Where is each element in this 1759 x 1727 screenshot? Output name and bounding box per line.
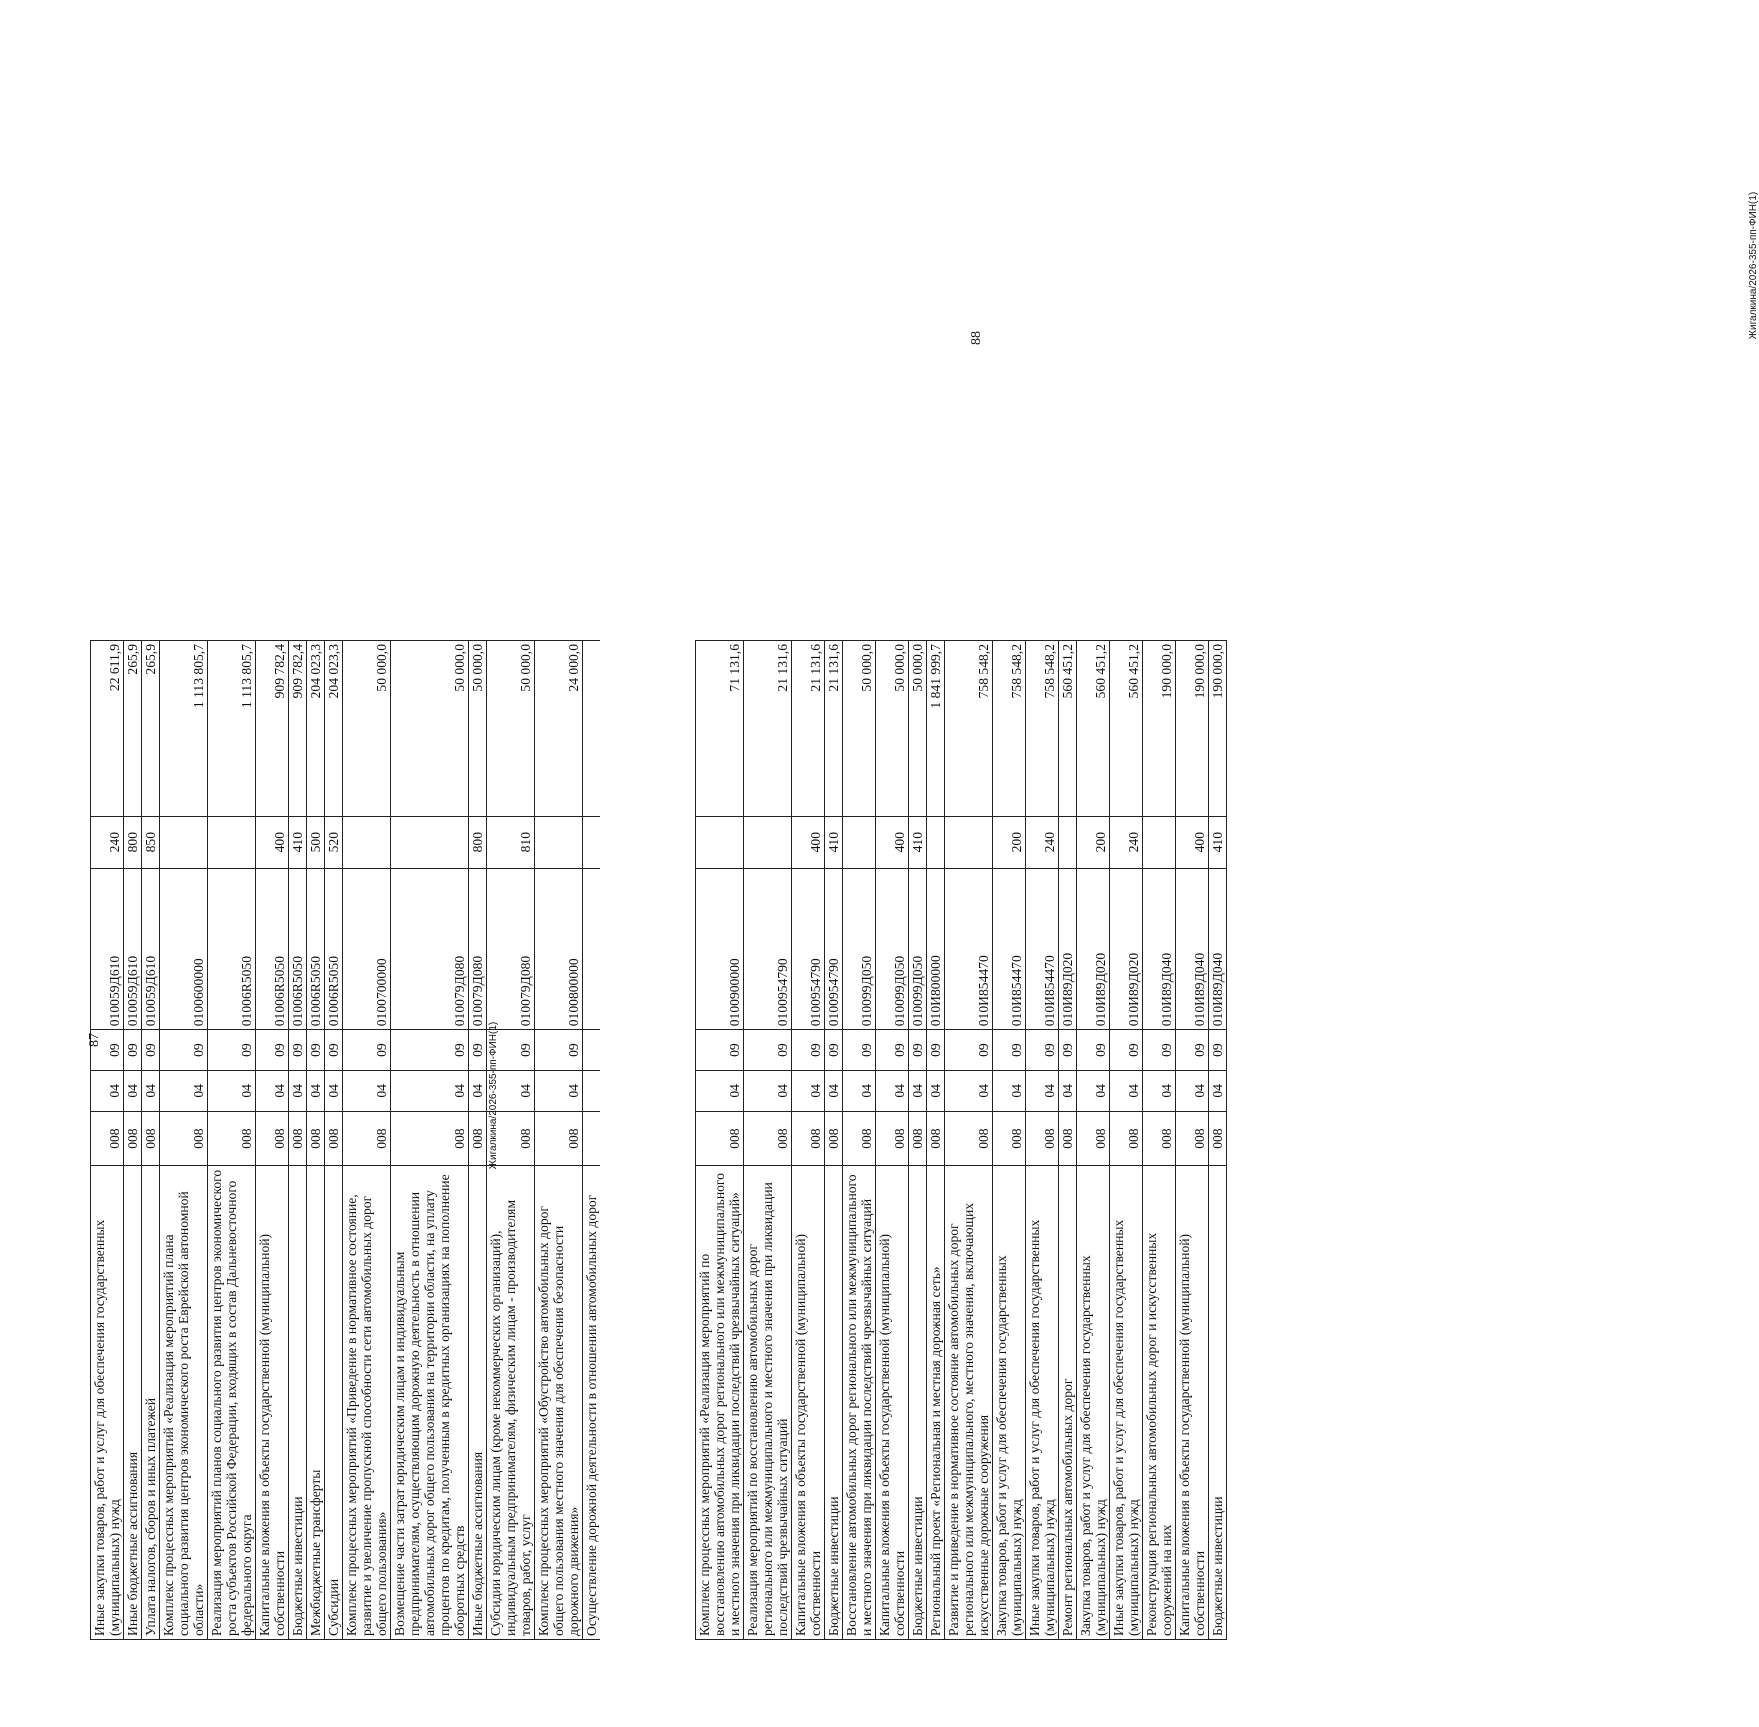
cell-name: Закупка товаров, работ и услуг для обеспечения государственных (муниципальных) нужд: [993, 1166, 1026, 1640]
table-row: [843, 641, 876, 1640]
cell-csr: 010099Д050: [909, 868, 927, 1030]
cell-vr: 240: [1026, 816, 1059, 868]
cell-pr: 09: [876, 1030, 909, 1071]
cell-pr: 09: [487, 1030, 535, 1071]
table-row: [1176, 641, 1209, 1640]
table-row: [256, 641, 289, 1640]
cell-csr: 0100900000: [696, 868, 744, 1030]
table-row: [391, 641, 469, 1640]
cell-sum: 265,9: [142, 641, 160, 817]
cell-gr: 008: [256, 1111, 289, 1166]
cell-pr: 09: [325, 1030, 343, 1071]
cell-csr: 01006R5050: [289, 868, 307, 1030]
cell-name: Капитальные вложения в объекты государственной (муниципальной) собственности: [876, 1166, 909, 1640]
table-row: [696, 641, 744, 1640]
cell-pr: 09: [1026, 1030, 1059, 1071]
cell-sum: 24 000,0: [535, 641, 583, 817]
cell-gr: 008: [945, 1111, 993, 1166]
cell-rz: 04: [909, 1070, 927, 1111]
cell-sum: 50 000,0: [909, 641, 927, 817]
cell-pr: 09: [535, 1030, 583, 1071]
cell-rz: 04: [945, 1070, 993, 1111]
cell-name: Иные закупки товаров, работ и услуг для обеспечения государственных (муниципальных) нужд: [1110, 1166, 1143, 1640]
cell-csr: 0100800000: [535, 868, 583, 1030]
cell-csr: 010И89Д040: [1176, 868, 1209, 1030]
cell-vr: [1143, 816, 1176, 868]
cell-pr: 09: [909, 1030, 927, 1071]
cell-vr: [744, 816, 792, 868]
cell-gr: 008: [142, 1111, 160, 1166]
cell-name: Капитальные вложения в объекты государственной (муниципальной) собственности: [792, 1166, 825, 1640]
cell-gr: 008: [1077, 1111, 1110, 1166]
cell-pr: 09: [792, 1030, 825, 1071]
cell-pr: 09: [825, 1030, 843, 1071]
cell-name: Иные закупки товаров, работ и услуг для обеспечения государственных (муниципальных) нужд: [1026, 1166, 1059, 1640]
cell-rz: 04: [825, 1070, 843, 1111]
cell-sum: 758 548,2: [945, 641, 993, 817]
cell-gr: 008: [1059, 1111, 1077, 1166]
cell-csr: 010079Д080: [469, 868, 487, 1030]
cell-name: Комплекс процессных мероприятий «Реализация мероприятий по восстановлению автомобильных дорог регионального или межмуниципального и местного значения при ликвидации последствий чрезвычайных ситуаций»: [696, 1166, 744, 1640]
cell-sum: 50 000,0: [843, 641, 876, 817]
table-row: [535, 641, 583, 1640]
cell-rz: 04: [876, 1070, 909, 1111]
cell-pr: 09: [945, 1030, 993, 1071]
table-row: [1209, 641, 1227, 1640]
cell-pr: 09: [91, 1030, 124, 1071]
cell-gr: 008: [91, 1111, 124, 1166]
cell-gr: 008: [1209, 1111, 1227, 1166]
table-row: [124, 641, 142, 1640]
cell-gr: 008: [993, 1111, 1026, 1166]
cell-rz: 04: [142, 1070, 160, 1111]
cell-pr: 09: [1077, 1030, 1110, 1071]
cell-sum: 21 131,6: [825, 641, 843, 817]
budget-table: [695, 640, 1227, 1640]
cell-name: Реализация мероприятий планов социального развития центров экономического роста субъектов Российской Федерации, входящих в состав Дальневосточного федерального округа: [208, 1166, 256, 1640]
table-row: [160, 641, 208, 1640]
cell-csr: 010099Д050: [843, 868, 876, 1030]
cell-rz: 04: [391, 1070, 469, 1111]
cell-name: Комплекс процессных мероприятий «Приведение в нормативное состояние, развитие и увеличение пропускной способности сети автомобильных дорог общего пользования»: [343, 1166, 391, 1640]
page-88: [600, 0, 1759, 1727]
cell-pr: 09: [391, 1030, 469, 1071]
cell-rz: 04: [208, 1070, 256, 1111]
cell-sum: 560 451,2: [1077, 641, 1110, 817]
cell-gr: 008: [469, 1111, 487, 1166]
cell-vr: [927, 816, 945, 868]
cell-gr: 008: [487, 1111, 535, 1166]
cell-csr: 010059Д610: [91, 868, 124, 1030]
cell-vr: 400: [256, 816, 289, 868]
cell-rz: 04: [91, 1070, 124, 1111]
cell-sum: 21 131,6: [792, 641, 825, 817]
cell-gr: 008: [289, 1111, 307, 1166]
cell-vr: 410: [825, 816, 843, 868]
table-body: [696, 641, 1227, 1640]
cell-rz: 04: [289, 1070, 307, 1111]
cell-vr: 200: [993, 816, 1026, 868]
cell-csr: 0100700000: [343, 868, 391, 1030]
cell-name: Иные бюджетные ассигнования: [124, 1166, 142, 1640]
cell-sum: 190 000,0: [1209, 641, 1227, 817]
cell-name: Капитальные вложения в объекты государственной (муниципальной) собственности: [1176, 1166, 1209, 1640]
cell-vr: 850: [142, 816, 160, 868]
cell-sum: 1 113 805,7: [208, 641, 256, 817]
cell-rz: 04: [744, 1070, 792, 1111]
table-row: [792, 641, 825, 1640]
cell-csr: 010059Д610: [142, 868, 160, 1030]
cell-gr: 008: [909, 1111, 927, 1166]
cell-csr: 010079Д080: [487, 868, 535, 1030]
cell-gr: 008: [124, 1111, 142, 1166]
cell-csr: 010И89Д040: [1143, 868, 1176, 1030]
table-row: [208, 641, 256, 1640]
cell-name: Комплекс процессных мероприятий «Обустройство автомобильных дорог общего пользования местного значения для обеспечения безопасности дорожного движения»: [535, 1166, 583, 1640]
cell-gr: 008: [391, 1111, 469, 1166]
cell-pr: 09: [343, 1030, 391, 1071]
cell-gr: 008: [843, 1111, 876, 1166]
cell-name: Осуществление дорожной деятельности в отношении автомобильных дорог: [583, 1166, 631, 1640]
cell-gr: 008: [307, 1111, 325, 1166]
cell-gr: 008: [343, 1111, 391, 1166]
table-row: [1143, 641, 1176, 1640]
cell-csr: 0100954790: [792, 868, 825, 1030]
cell-sum: 50 000,0: [343, 641, 391, 817]
cell-sum: 1 113 805,7: [160, 641, 208, 817]
cell-gr: 008: [825, 1111, 843, 1166]
budget-table: [90, 640, 667, 1640]
table-row: [945, 641, 993, 1640]
cell-name: Комплекс процессных мероприятий «Реализация мероприятий плана социального развития центров экономического роста Еврейской автономной области»: [160, 1166, 208, 1640]
cell-pr: 09: [160, 1030, 208, 1071]
cell-rz: 04: [792, 1070, 825, 1111]
cell-name: Региональный проект «Региональная и местная дорожная сеть»: [927, 1166, 945, 1640]
cell-name: Бюджетные инвестиции: [825, 1166, 843, 1640]
cell-pr: 09: [1143, 1030, 1176, 1071]
cell-vr: 520: [325, 816, 343, 868]
cell-vr: [343, 816, 391, 868]
cell-csr: 01006R5050: [208, 868, 256, 1030]
cell-vr: 500: [307, 816, 325, 868]
cell-csr: 010И89Д020: [1110, 868, 1143, 1030]
table-row: [142, 641, 160, 1640]
cell-name: Уплата налогов, сборов и иных платежей: [142, 1166, 160, 1640]
cell-rz: 04: [469, 1070, 487, 1111]
table-row: [1077, 641, 1110, 1640]
cell-vr: [535, 816, 583, 868]
cell-csr: 0100600000: [160, 868, 208, 1030]
page-number: 87: [87, 1033, 102, 1047]
cell-sum: 560 451,2: [1059, 641, 1077, 817]
table-row: [307, 641, 325, 1640]
table-row: [91, 641, 124, 1640]
cell-name: Реализация мероприятий по восстановлению автомобильных дорог регионального или межмуниципального и местного значения при ликвидации последствий чрезвычайных ситуаций: [744, 1166, 792, 1640]
cell-pr: 09: [1110, 1030, 1143, 1071]
cell-name: Возмещение части затрат юридическим лицам и индивидуальным предпринимателям, осуществляющим дорожную деятельность в отношении автомобильных дорог общего пользования на территории области, на уплату процентов по кредитам, полученным в кредитных организациях на пополнение оборотных средств: [391, 1166, 469, 1640]
cell-vr: 240: [91, 816, 124, 868]
cell-rz: 04: [307, 1070, 325, 1111]
table-row: [325, 641, 343, 1640]
cell-vr: [1059, 816, 1077, 868]
cell-vr: 810: [487, 816, 535, 868]
table-row: [927, 641, 945, 1640]
cell-csr: 010И854470: [945, 868, 993, 1030]
cell-pr: 09: [744, 1030, 792, 1071]
cell-vr: [208, 816, 256, 868]
cell-gr: 008: [696, 1111, 744, 1166]
cell-csr: 0100954790: [744, 868, 792, 1030]
cell-pr: 09: [1209, 1030, 1227, 1071]
cell-csr: 010099Д050: [876, 868, 909, 1030]
cell-csr: 01006R5050: [325, 868, 343, 1030]
cell-gr: 008: [1110, 1111, 1143, 1166]
cell-sum: 190 000,0: [1176, 641, 1209, 817]
cell-gr: 008: [160, 1111, 208, 1166]
cell-name: Субсидии: [325, 1166, 343, 1640]
cell-name: Ремонт региональных автомобильных дорог: [1059, 1166, 1077, 1640]
cell-vr: 400: [1176, 816, 1209, 868]
cell-rz: 04: [1077, 1070, 1110, 1111]
cell-pr: 09: [142, 1030, 160, 1071]
cell-gr: 008: [325, 1111, 343, 1166]
table-row: [993, 641, 1026, 1640]
cell-csr: 010И89Д020: [1077, 868, 1110, 1030]
cell-rz: 04: [1059, 1070, 1077, 1111]
cell-gr: 008: [744, 1111, 792, 1166]
cell-pr: 09: [1059, 1030, 1077, 1071]
page-footer: Жигалкина/2026-355-пп-ФИН(1): [1748, 191, 1759, 340]
cell-pr: 09: [124, 1030, 142, 1071]
cell-sum: 758 548,2: [993, 641, 1026, 817]
cell-csr: 0100954790: [825, 868, 843, 1030]
cell-pr: 09: [307, 1030, 325, 1071]
cell-rz: 04: [1026, 1070, 1059, 1111]
cell-pr: 09: [256, 1030, 289, 1071]
cell-rz: 04: [927, 1070, 945, 1111]
cell-csr: 01006R5050: [307, 868, 325, 1030]
cell-vr: 240: [1110, 816, 1143, 868]
cell-name: Реконструкция региональных автомобильных дорог и искусственных сооружений на них: [1143, 1166, 1176, 1640]
cell-name: Бюджетные инвестиции: [289, 1166, 307, 1640]
cell-sum: 909 782,4: [289, 641, 307, 817]
cell-sum: 50 000,0: [391, 641, 469, 817]
cell-pr: 09: [696, 1030, 744, 1071]
cell-sum: 50 000,0: [876, 641, 909, 817]
cell-vr: [843, 816, 876, 868]
cell-pr: 09: [1176, 1030, 1209, 1071]
page-footer: Жигалкина/2026-355-пп-ФИН(1): [488, 1021, 500, 1170]
cell-gr: 008: [927, 1111, 945, 1166]
cell-vr: [696, 816, 744, 868]
cell-pr: 09: [993, 1030, 1026, 1071]
cell-sum: 204 023,3: [307, 641, 325, 817]
cell-name: Иные бюджетные ассигнования: [469, 1166, 487, 1640]
cell-gr: 008: [1143, 1111, 1176, 1166]
cell-vr: 410: [909, 816, 927, 868]
cell-sum: 265,9: [124, 641, 142, 817]
cell-sum: 1 841 999,7: [927, 641, 945, 817]
table-row: [825, 641, 843, 1640]
cell-vr: [391, 816, 469, 868]
cell-name: Бюджетные инвестиции: [909, 1166, 927, 1640]
cell-gr: 008: [1026, 1111, 1059, 1166]
cell-csr: 010079Д080: [391, 868, 469, 1030]
cell-rz: 04: [1209, 1070, 1227, 1111]
cell-vr: 800: [469, 816, 487, 868]
page-87: [0, 0, 600, 1727]
cell-sum: 71 131,6: [696, 641, 744, 817]
cell-pr: 09: [289, 1030, 307, 1071]
cell-rz: 04: [325, 1070, 343, 1111]
cell-gr: 008: [535, 1111, 583, 1166]
cell-rz: 04: [487, 1070, 535, 1111]
cell-sum: 50 000,0: [487, 641, 535, 817]
table-row: [909, 641, 927, 1640]
table-body: [91, 641, 667, 1640]
cell-vr: 800: [124, 816, 142, 868]
cell-name: Межбюджетные трансферты: [307, 1166, 325, 1640]
cell-rz: 04: [1143, 1070, 1176, 1111]
cell-csr: 010И854470: [1026, 868, 1059, 1030]
cell-name: Капитальные вложения в объекты государственной (муниципальной) собственности: [256, 1166, 289, 1640]
cell-gr: 008: [1176, 1111, 1209, 1166]
cell-rz: 04: [1110, 1070, 1143, 1111]
cell-gr: 008: [792, 1111, 825, 1166]
table-row: [289, 641, 307, 1640]
cell-name: Субсидии юридическим лицам (кроме некоммерческих организаций), индивидуальным предпринимателям, физическим лицам - производителям товаров, работ, услуг: [487, 1166, 535, 1640]
cell-sum: 560 451,2: [1110, 641, 1143, 817]
cell-rz: 04: [1176, 1070, 1209, 1111]
cell-name: Развитие и приведение в нормативное состояние автомобильных дорог регионального или межмуниципального, местного значения, включающих искусственные дорожные сооружения: [945, 1166, 993, 1640]
cell-sum: 758 548,2: [1026, 641, 1059, 817]
table-row: [1059, 641, 1077, 1640]
cell-sum: 50 000,0: [469, 641, 487, 817]
table-row: [469, 641, 487, 1640]
cell-gr: 008: [208, 1111, 256, 1166]
cell-pr: 09: [927, 1030, 945, 1071]
cell-sum: 22 611,9: [91, 641, 124, 817]
cell-sum: 190 000,0: [1143, 641, 1176, 817]
cell-rz: 04: [124, 1070, 142, 1111]
cell-pr: 09: [469, 1030, 487, 1071]
cell-csr: 010059Д610: [124, 868, 142, 1030]
cell-name: Бюджетные инвестиции: [1209, 1166, 1227, 1640]
cell-vr: 400: [876, 816, 909, 868]
cell-rz: 04: [256, 1070, 289, 1111]
table-row: [876, 641, 909, 1640]
cell-csr: 010И89Д040: [1209, 868, 1227, 1030]
cell-rz: 04: [843, 1070, 876, 1111]
table-row: [1110, 641, 1143, 1640]
cell-csr: 010И800000: [927, 868, 945, 1030]
cell-sum: 21 131,6: [744, 641, 792, 817]
cell-vr: 200: [1077, 816, 1110, 868]
cell-name: Восстановление автомобильных дорог регионального или межмуниципального и местного значения при ликвидации последствий чрезвычайных ситуаций: [843, 1166, 876, 1640]
cell-vr: 400: [792, 816, 825, 868]
cell-rz: 04: [696, 1070, 744, 1111]
cell-csr: 01006R5050: [256, 868, 289, 1030]
page-number: 88: [969, 331, 984, 345]
cell-vr: 410: [1209, 816, 1227, 868]
cell-pr: 09: [208, 1030, 256, 1071]
cell-vr: 410: [289, 816, 307, 868]
cell-gr: 008: [876, 1111, 909, 1166]
cell-name: Закупка товаров, работ и услуг для обеспечения государственных (муниципальных) нужд: [1077, 1166, 1110, 1640]
cell-pr: 09: [843, 1030, 876, 1071]
cell-csr: 010И854470: [993, 868, 1026, 1030]
cell-sum: 909 782,4: [256, 641, 289, 817]
cell-vr: [160, 816, 208, 868]
cell-csr: 010И89Д020: [1059, 868, 1077, 1030]
cell-name: Иные закупки товаров, работ и услуг для обеспечения государственных (муниципальных) нужд: [91, 1166, 124, 1640]
table-row: [343, 641, 391, 1640]
table-row: [744, 641, 792, 1640]
cell-rz: 04: [993, 1070, 1026, 1111]
cell-rz: 04: [535, 1070, 583, 1111]
cell-rz: 04: [343, 1070, 391, 1111]
cell-rz: 04: [160, 1070, 208, 1111]
cell-vr: [945, 816, 993, 868]
table-row: [1026, 641, 1059, 1640]
cell-sum: 204 023,3: [325, 641, 343, 817]
